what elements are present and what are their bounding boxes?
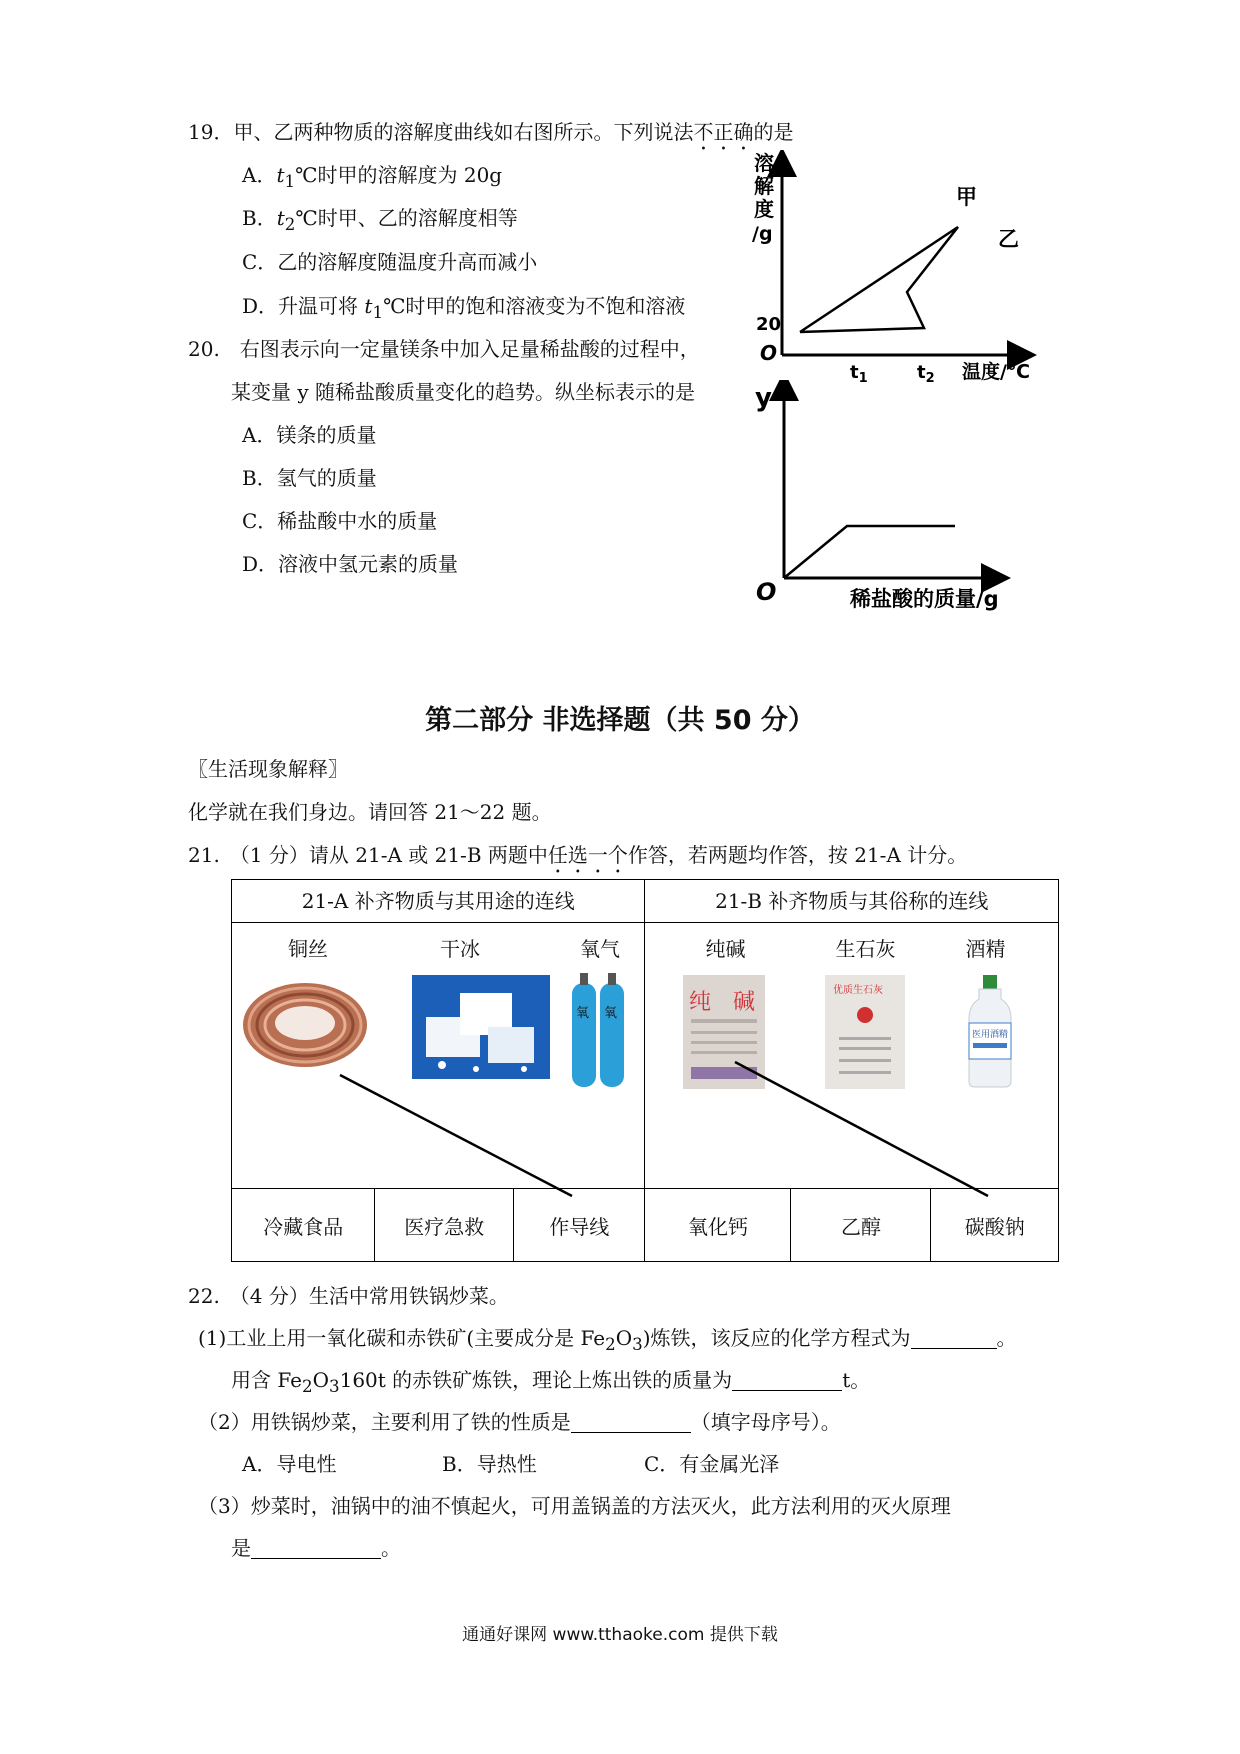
intro-text: 化学就在我们身边。请回答 21～22 题。 bbox=[188, 800, 552, 824]
answer-cold-storage: 冷藏食品 bbox=[232, 1189, 375, 1262]
answer-conductor: 作导线 bbox=[513, 1189, 645, 1262]
quicklime-image bbox=[825, 975, 905, 1089]
alcohol-bottle-image bbox=[965, 975, 1015, 1089]
y-label-char-3: 度 bbox=[754, 197, 774, 221]
y-label-char-2: 解 bbox=[754, 174, 774, 198]
q22-part2-option-a: A．导电性 bbox=[242, 1452, 337, 1476]
y-label: y bbox=[755, 383, 772, 413]
q22-part2-option-b: B．导热性 bbox=[442, 1452, 537, 1476]
alcohol-bottle-label: 医用酒精 bbox=[972, 1030, 1009, 1040]
y-curve bbox=[784, 526, 955, 578]
x-label: 稀盐酸的质量/g bbox=[850, 587, 999, 611]
item-copper-wire: 铜丝 bbox=[288, 937, 328, 961]
q22-part2: （2）用铁锅炒菜，主要利用了铁的性质是 （填字母序号）。 bbox=[198, 1410, 841, 1434]
q19-option-b: B．$t_2℃$时甲、乙的溶解度相等 bbox=[242, 206, 518, 234]
tank-label-2: 氧 bbox=[604, 1006, 618, 1021]
header-21b: 21-B 补齐物质与其俗称的连线 bbox=[645, 880, 1059, 923]
item-quicklime: 生石灰 bbox=[835, 937, 896, 961]
sub-title: 〖生活现象解释〗 bbox=[188, 757, 348, 781]
q20-stem-line2: 某变量 y 随稀盐酸质量变化的趋势。纵坐标表示的是 bbox=[231, 380, 696, 404]
copper-wire-image bbox=[238, 975, 373, 1075]
q19-stem: 19．甲、乙两种物质的溶解度曲线如右图所示。下列说法不正确的是 bbox=[188, 120, 794, 144]
oxygen-tank-image bbox=[568, 969, 628, 1089]
solubility-curves bbox=[800, 227, 958, 332]
x-label: 温度/℃ bbox=[962, 361, 1030, 383]
q21-stem: 21. （1 分）请从 21-A 或 21-B 两题中任选一个作答，若两题均作答，按 21-A 计分。 bbox=[188, 843, 968, 867]
q22-part1-line1: (1)工业上用一氧化碳和赤铁矿(主要成分是 $Fe_2O_3$)炼铁，该反应的化学方程式为 。 bbox=[198, 1326, 1017, 1354]
answer-blank-iron-mass[interactable] bbox=[732, 1368, 842, 1391]
matching-table bbox=[231, 879, 1059, 1262]
item-alcohol: 酒精 bbox=[965, 937, 1006, 961]
origin-label: O bbox=[760, 341, 778, 365]
pictures-21a bbox=[232, 923, 645, 1189]
x-tick-t1: $t_1$ bbox=[850, 362, 868, 386]
q20-option-d: D．溶液中氢元素的质量 bbox=[242, 552, 459, 576]
item-soda-ash: 纯碱 bbox=[705, 937, 746, 961]
q22-part3-line2: 是 。 bbox=[231, 1536, 401, 1560]
section-title: 第二部分 非选择题（共 50 分） bbox=[425, 705, 815, 736]
item-oxygen: 氧气 bbox=[580, 937, 620, 961]
y-unit: /g bbox=[752, 223, 773, 245]
q19-option-c: C．乙的溶解度随温度升高而减小 bbox=[242, 250, 538, 274]
q22-part1-line2: 用含 $Fe_2O_3160t$ 的赤铁矿炼铁，理论上炼出铁的质量为 t。 bbox=[231, 1368, 871, 1396]
q22-part3-line1: （3）炒菜时，油锅中的油不慎起火，可用盖锅盖的方法灭火，此方法利用的灭火原理 bbox=[198, 1494, 951, 1518]
label-yi: 乙 bbox=[998, 227, 1019, 251]
answer-calcium-oxide: 氧化钙 bbox=[645, 1189, 791, 1262]
label-jia: 甲 bbox=[956, 185, 977, 209]
soda-ash-image bbox=[683, 975, 765, 1089]
y-label-char-1: 溶 bbox=[754, 151, 774, 175]
q22-stem: 22. （4 分）生活中常用铁锅炒菜。 bbox=[188, 1284, 509, 1308]
q20-option-c: C．稀盐酸中水的质量 bbox=[242, 509, 438, 533]
q19-option-a: A．$t_1℃$时甲的溶解度为 20g bbox=[242, 163, 503, 191]
quicklime-bag-label: 优质生石灰 bbox=[833, 985, 884, 996]
item-dry-ice: 干冰 bbox=[440, 937, 480, 961]
answer-sodium-carbonate: 碳酸钠 bbox=[931, 1189, 1059, 1262]
soda-bag-label: 纯 碱 bbox=[689, 990, 756, 1015]
q19-option-d: D．升温可将 $t_1℃$时甲的饱和溶液变为不饱和溶液 bbox=[242, 294, 686, 322]
q22-part2-option-c: C．有金属光泽 bbox=[644, 1452, 780, 1476]
answer-blank-equation[interactable] bbox=[911, 1326, 997, 1349]
hcl-figure bbox=[740, 380, 1060, 620]
q20-option-b: B．氢气的质量 bbox=[242, 466, 377, 490]
footer: 通通好课网 www.tthaoke.com 提供下载 bbox=[462, 1625, 778, 1645]
dry-ice-image bbox=[412, 975, 550, 1079]
answer-blank-principle[interactable] bbox=[251, 1536, 381, 1559]
answer-blank-property[interactable] bbox=[571, 1410, 691, 1433]
tank-label-1: 氧 bbox=[576, 1006, 590, 1021]
q20-option-a: A．镁条的质量 bbox=[242, 423, 377, 447]
header-21a: 21-A 补齐物质与其用途的连线 bbox=[232, 880, 645, 923]
x-tick-t2: $t_2$ bbox=[917, 362, 935, 386]
q20-stem-line1: 20. 右图表示向一定量镁条中加入足量稀盐酸的过程中， bbox=[188, 337, 700, 361]
y-tick-20: 20 bbox=[756, 314, 782, 335]
answer-first-aid: 医疗急救 bbox=[375, 1189, 513, 1262]
answer-ethanol: 乙醇 bbox=[791, 1189, 931, 1262]
solubility-figure bbox=[740, 150, 1060, 390]
origin-label: O bbox=[756, 578, 777, 606]
pictures-21b bbox=[645, 923, 1059, 1189]
